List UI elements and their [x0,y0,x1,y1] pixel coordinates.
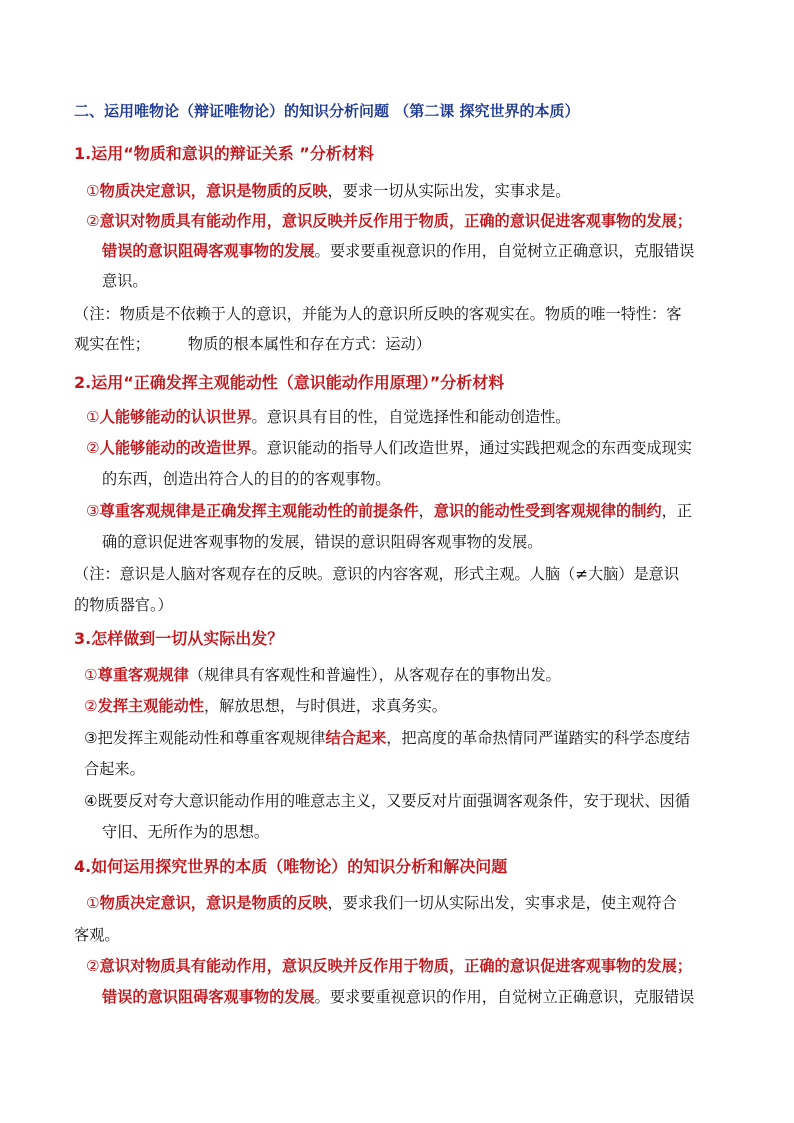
section-2-line-5: 确的意识促进客观事物的发展，错误的意识阻碍客观事物的发展。 [102,533,543,551]
section-3-line-2 [84,695,447,717]
section-3-line-5: ④既要反对夸大意识能动作用的唯意志主义，又要反对片面强调客观条件，安于现状、因循 [84,792,690,810]
section-3-line-1 [84,664,561,686]
section-1-line-1 [86,180,570,202]
key-point: 尊重客观规律 [97,666,189,684]
body-text: 。要求要重视意识的作用，自觉树立正确意识，克服错误 [314,988,695,1006]
section-1-note-1: （注：物质是不依赖于人的意识，并能为人的意识所反映的客观实在。物质的唯一特性：客 [74,305,682,323]
list-number: ② [86,957,100,975]
key-point: 尊重客观规律是正确发挥主观能动性的前提条件 [99,502,419,520]
body-text: ，正 [661,502,692,520]
body-text: ，要求一切从实际出发，实事求是。 [327,182,571,200]
list-number: ③ [86,502,100,520]
key-point: 发挥主观能动性 [97,697,204,715]
list-number: ① [86,894,100,912]
body-text: ③把发挥主观能动性和尊重客观规律 [84,729,326,747]
section-2-note-1: （注：意识是人脑对客观存在的反映。意识的内容客观，形式主观。人脑（≠大脑）是意识 [74,565,680,583]
body-text: 。要求要重视意识的作用，自觉树立正确意识，克服错误 [314,242,695,260]
body-text: ，把高度的革命热情同严谨踏实的科学态度结 [386,729,690,747]
section-4-line-1 [86,892,677,914]
section-4-line-3 [86,955,692,977]
key-point: 意识对物质具有能动作用，意识反映并反作用于物质，正确的意识促进客观事物的发展； [99,212,692,230]
body-text: （规律具有客观性和普遍性），从客观存在的事物出发。 [188,666,561,684]
section-4-line-2: 客观。 [74,926,120,944]
list-number: ① [84,666,98,684]
section-2-heading: 2.运用“正确发挥主观能动性（意识能动作用原理）”分析材料 [74,373,505,392]
section-3-line-4: 合起来。 [84,760,145,778]
section-1-note-2: 观实在性； 物质的根本属性和存在方式：运动） [74,335,431,353]
list-number: ① [86,408,100,426]
list-number: ② [86,212,100,230]
section-4-heading: 4.如何运用探究世界的本质（唯物论）的知识分析和解决问题 [74,857,508,876]
section-2-line-3: 的东西，创造出符合人的目的的客观事物。 [102,470,391,488]
key-point: 物质决定意识，意识是物质的反映 [99,894,328,912]
key-point: 错误的意识阻碍客观事物的发展 [102,242,315,260]
section-2-line-1 [86,406,570,428]
section-1-heading: 1.运用“物质和意识的辩证关系 ”分析材料 [74,144,374,163]
key-point: 人能够能动的改造世界 [99,439,252,457]
section-3-line-6: 守旧、无所作为的思想。 [102,823,270,841]
body-text: ，解放思想，与时俱进，求真务实。 [203,697,447,715]
section-3-line-3 [84,727,690,749]
key-point: 结合起来 [325,729,387,747]
section-4-line-4 [102,986,694,1008]
key-point: 物质决定意识，意识是物质的反映 [99,182,328,200]
body-text: 。意识能动的指导人们改造世界，通过实践把观念的东西变成现实 [251,439,692,457]
key-point: 意识的能动性受到客观规律的制约 [433,502,662,520]
section-2-line-4 [86,500,692,522]
section-1-line-2 [86,210,692,232]
key-point: 意识对物质具有能动作用，意识反映并反作用于物质，正确的意识促进客观事物的发展； [99,957,692,975]
body-text: ，要求我们一切从实际出发，实事求是，使主观符合 [327,894,677,912]
key-point: 人能够能动的认识世界 [99,408,252,426]
list-number: ① [86,182,100,200]
body-text: ， [418,502,434,520]
list-number: ② [86,439,100,457]
section-1-line-3 [102,240,694,262]
body-text: 。意识具有目的性，自觉选择性和能动创造性。 [251,408,571,426]
section-1-line-4: 意识。 [102,272,148,290]
section-3-heading: 3.怎样做到一切从实际出发？ [74,629,284,648]
list-number: ② [84,697,98,715]
page-title: 二、运用唯物论（辩证唯物论）的知识分析问题 （第二课 探究世界的本质） [74,102,580,120]
section-2-note-2: 的物质器官。） [74,596,173,614]
key-point: 错误的意识阻碍客观事物的发展 [102,988,315,1006]
section-2-line-2 [86,437,692,459]
